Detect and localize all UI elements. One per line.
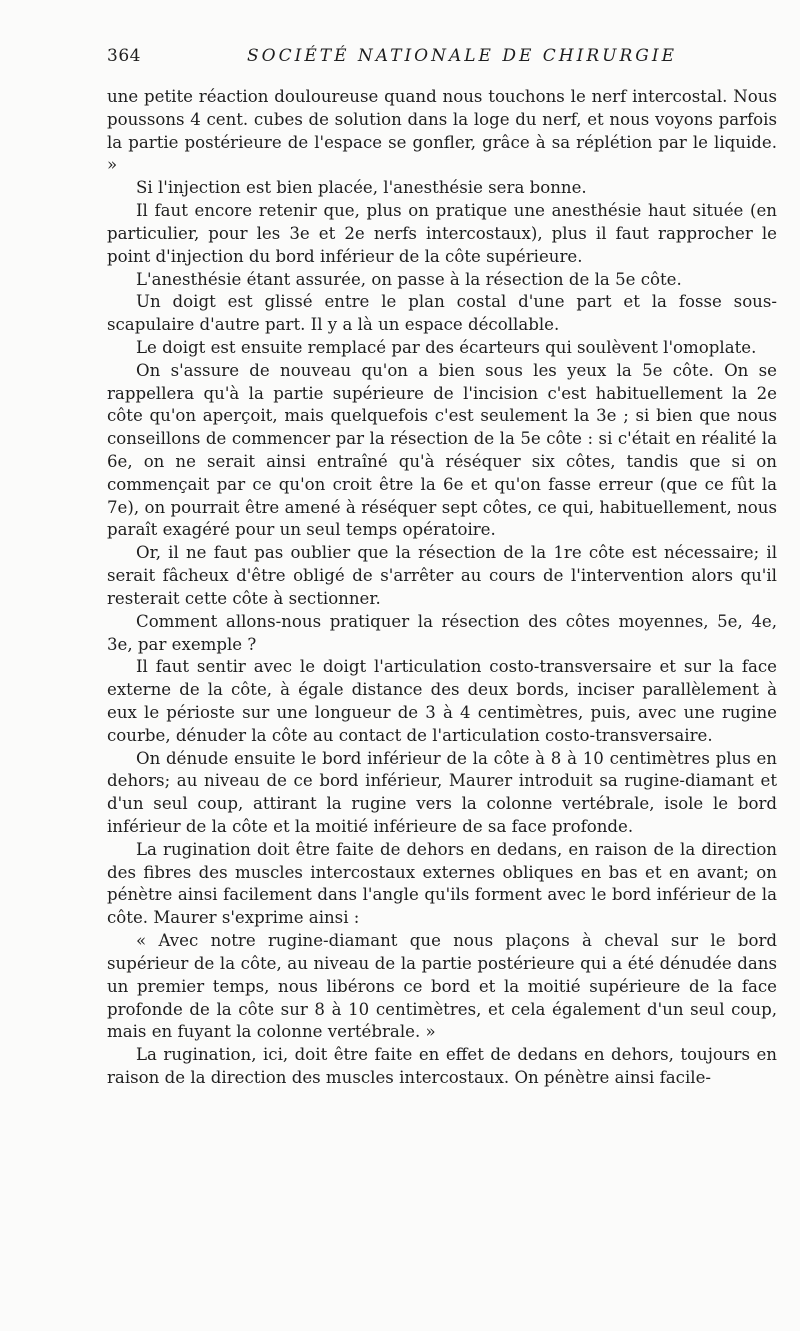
paragraph: une petite réaction douloureuse quand nous touchons le nerf intercostal. Nous poussons 4 cent. cubes de solution dans la loge du nerf, et nous voyons parfois la partie postérieure de l'espace se gonfler, grâce à sa réplétion par le liquide. » [107,87,777,175]
paragraph: L'anesthésie étant assurée, on passe à la résection de la 5e côte. [136,269,682,289]
paragraph: La rugination doit être faite de dehors en dedans, en raison de la direction des fibres des muscles intercostaux externes obliques en bas et en avant; on pénètre ainsi facilement dans l'angle qu'ils forment avec le bord inférieur de la côte. Maurer s'exprime ainsi : [107,839,777,928]
page-number: 364 [107,46,141,66]
paragraph: Il faut sentir avec le doigt l'articulation costo-transversaire et sur la face externe de la côte, à égale distance des deux bords, inciser parallèlement à eux le périoste sur une longueur de 3 à 4 centimètres, puis, avec une rugine courbe, dénuder la côte au contact de l'articulation costo-transversaire. [107,657,777,745]
paragraph: Le doigt est ensuite remplacé par des écarteurs qui soulèvent l'omoplate. [136,337,757,357]
quotation-paragraph: « Avec notre rugine-diamant que nous plaçons à cheval sur le bord supérieur de la côte, au niveau de la partie postérieure qui a été dénudée dans un premier temps, nous libérons ce bord et la moitié supérieure de la face profonde de la côte sur 8 à 10 centimètres, et cela également d'un seul coup, mais en fuyant la colonne vertébrale. » [107,931,777,1042]
paragraph: Si l'injection est bien placée, l'anesthésie sera bonne. [136,178,587,198]
body-text [107,86,777,1090]
running-title: SOCIÉTÉ NATIONALE DE CHIRURGIE [247,46,677,66]
paragraph: Comment allons-nous pratiquer la résection des côtes moyennes, 5e, 4e, 3e, par exemple ? [107,611,777,654]
page-header [107,44,777,72]
paragraph: Un doigt est glissé entre le plan costal d'une part et la fosse sous-scapulaire d'autre part. Il y a là un espace décollable. [107,292,777,335]
paragraph: Or, il ne faut pas oublier que la résection de la 1re côte est nécessaire; il serait fâcheux d'être obligé de s'arrêter au cours de l'intervention alors qu'il resterait cette côte à sectionner. [107,543,777,608]
paragraph: Il faut encore retenir que, plus on pratique une anesthésie haut située (en particulier, pour les 3e et 2e nerfs intercostaux), plus il faut rapprocher le point d'injection du bord inférieur de la côte supérieure. [107,201,777,266]
paragraph: On s'assure de nouveau qu'on a bien sous les yeux la 5e côte. On se rappellera qu'à la partie supérieure de l'incision c'est habituellement la 2e côte qu'on aperçoit, mais quelquefois c'est seulement la 3e ; si bien que nous conseillons de commencer par la résection de la 5e côte : si c'était en réalité la 6e, on ne serait ainsi entraîné qu'à réséquer six côtes, tandis que si on commençait par ce qu'on croit être la 6e et qu'on fasse erreur (que ce fût la 7e), on pourrait être amené à réséquer sept côtes, ce qui, habituellement, nous paraît exagéré pour un seul temps opératoire. [107,360,777,540]
paragraph: La rugination, ici, doit être faite en effet de dedans en dehors, toujours en raison de la direction des muscles intercostaux. On pénètre ainsi facile- [107,1045,777,1087]
paragraph: On dénude ensuite le bord inférieur de la côte à 8 à 10 centimètres plus en dehors; au niveau de ce bord inférieur, Maurer introduit sa rugine-diamant et d'un seul coup, attirant la rugine vers la colonne vertébrale, isole le bord inférieur de la côte et la moitié inférieure de sa face profonde. [107,748,777,836]
